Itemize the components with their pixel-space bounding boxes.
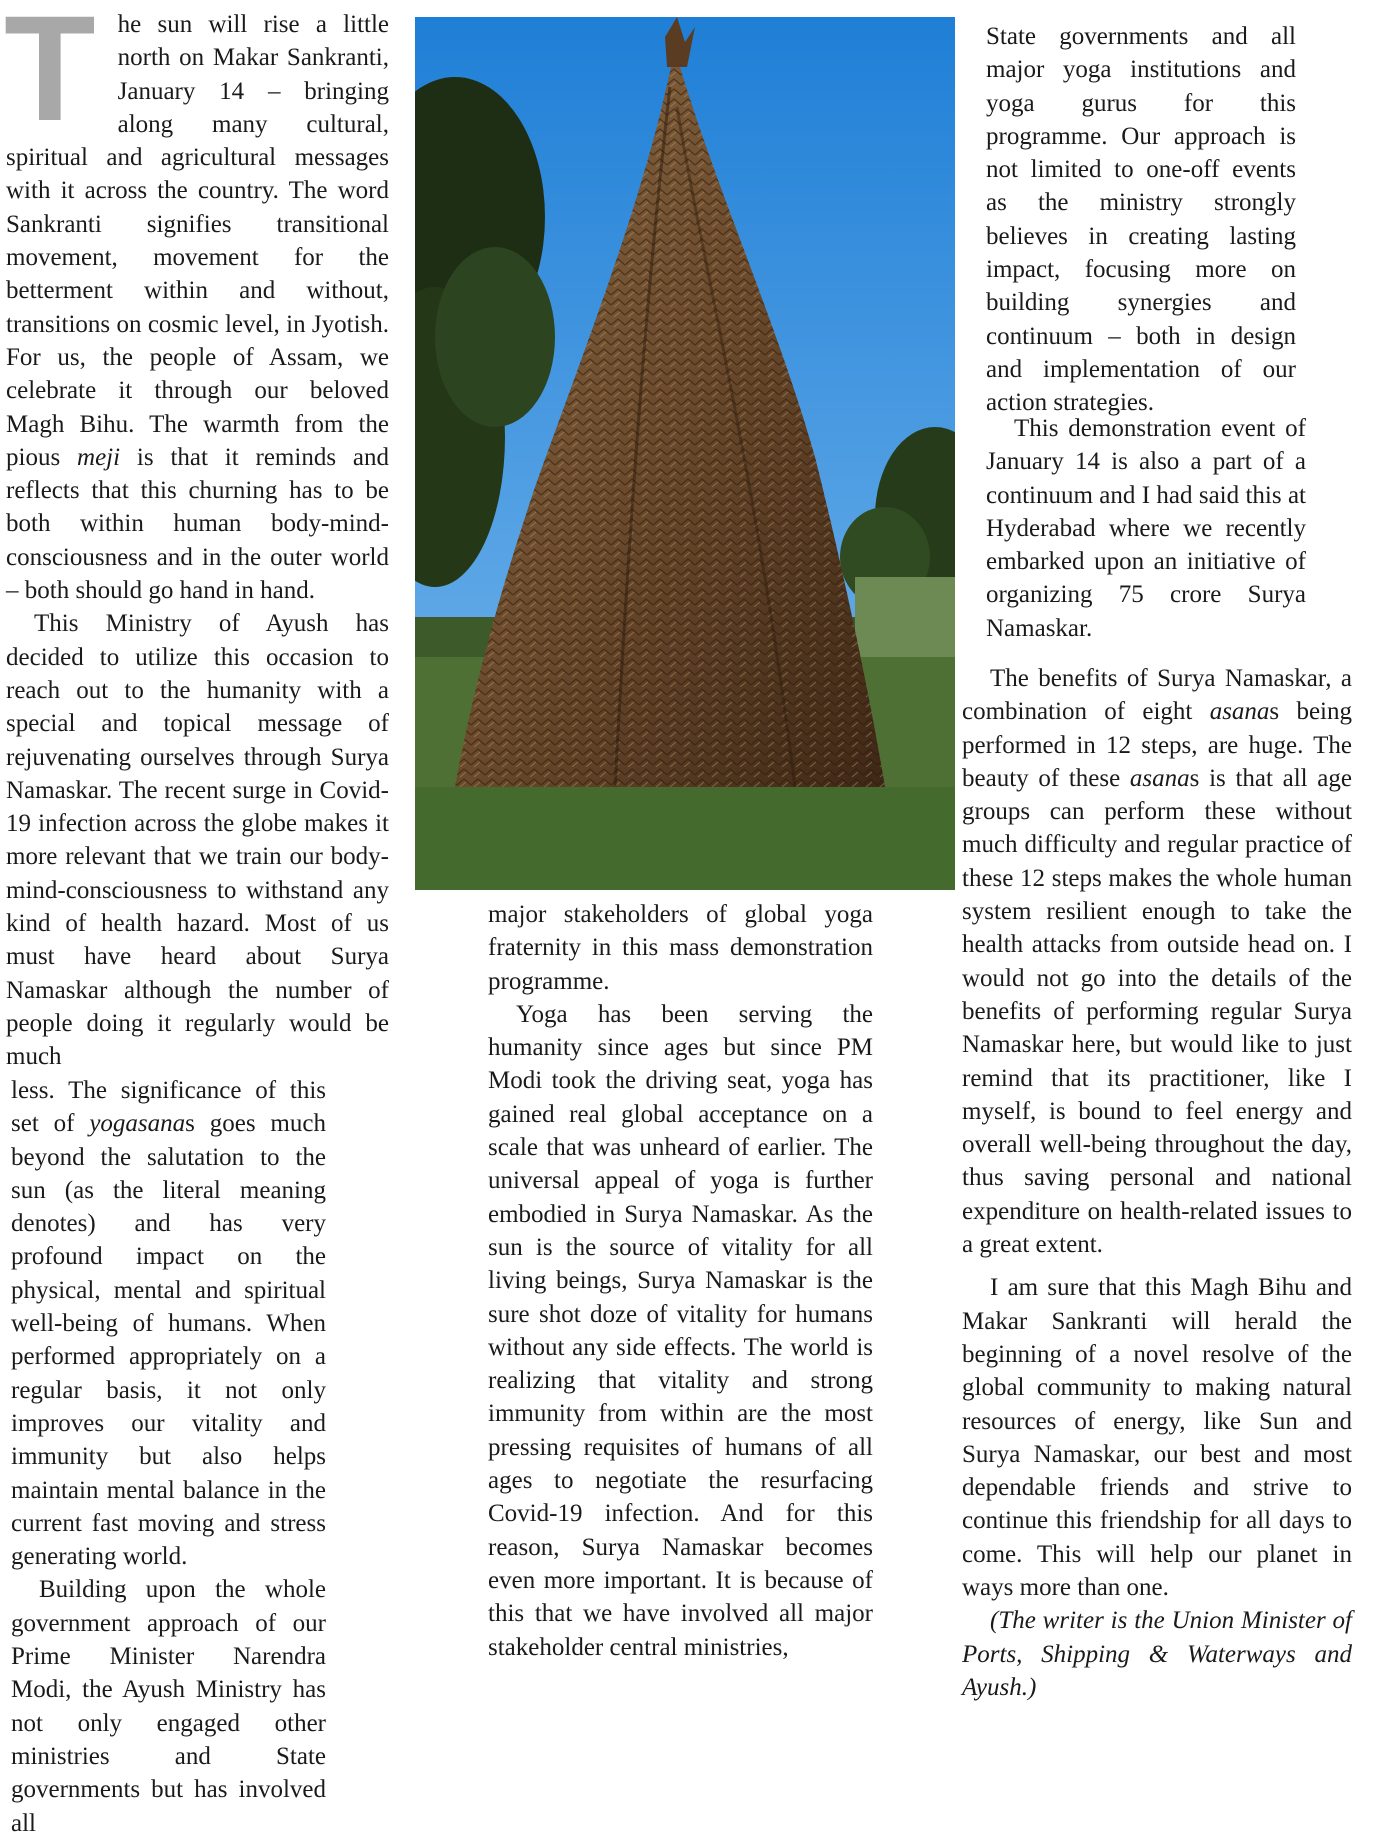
paragraph-5: This demonstration event of January 14 is also a part of a continuum and I had said this at Hyderabad where we recently embarked upon an initiative of organizing 75 crore Surya Namaskar. xyxy=(986,415,1306,642)
article-column-2 xyxy=(488,898,873,1664)
paragraph-1: The sun will rise a little north on Makar Sankranti, January 14 – bringing along many cultural, spiritual and agricultural messages with it across the country. The word Sankranti signifies transitional movement, movement for the betterment within and without, transitions on cosmic level, in Jyotish. For us, the people of Assam, we celebrate it through our beloved Magh Bihu. The warmth from the pious meji is that it reminds and reflects that this churning has to be both within human body-mind-consciousness and in the outer world – both should go hand in hand. xyxy=(4,0,389,605)
paragraph-6: The benefits of Surya Namaskar, a combination of eight asanas being performed in 12 steps, are huge. The beauty of these asanas is that all age groups can perform these without much difficulty and regular practice of these 12 steps makes the whole human system resilient enough to take the health attacks from outside head on. I would not go into the details of the benefits of performing regular Surya Namaskar here, but would like to just remind that its practitioner, like I myself, is bound to feel energy and overall well-being throughout the day, thus saving personal and national expenditure on health-related issues to a great extent. xyxy=(962,665,1352,1259)
paragraph-7: I am sure that this Magh Bihu and Makar Sankranti will herald the beginning of a novel resolve of the global community to making natural resources of energy, like Sun and Surya Namaskar, our best and most dependable friends and strive to continue this friendship for all days to come. This will help our planet in ways more than one. xyxy=(962,1274,1352,1602)
article-column-3-top xyxy=(986,20,1296,420)
meji-bonfire-image xyxy=(415,17,955,890)
paragraph-4-continued: State governments and all major yoga institutions and yoga gurus for this programme. Our approach is not limited to one-off events as the ministry strongly believes in creating lasting impact, focusing more on building synergies and continuum – both in design and implementation of our action strategies. xyxy=(986,23,1296,417)
paragraph-3: Building upon the whole government approach of our Prime Minister Narendra Modi, the Ayush Ministry has not only engaged other ministries and State governments but has involved all xyxy=(11,1576,326,1837)
author-credit: (The writer is the Union Minister of Ports, Shipping & Waterways and Ayush.) xyxy=(962,1607,1352,1701)
drop-cap: T xyxy=(4,0,96,152)
article-column-3 xyxy=(962,662,1352,1704)
article-column-1-lower xyxy=(11,1074,326,1840)
paragraph-3-continued: major stakeholders of global yoga fraternity in this mass demonstration programme. xyxy=(488,901,873,995)
article-column-3-middle xyxy=(986,412,1306,645)
paragraph-4: Yoga has been serving the humanity since ages but since PM Modi took the driving seat, yoga has gained real global acceptance on a scale that was unheard of earlier. The universal appeal of yoga is further embodied in Surya Namaskar. As the sun is the source of vitality for all living beings, Surya Namaskar is the sure shot doze of vitality for humans without any side effects. The world is realizing that vitality and strong immunity from within are the most pressing requisites of humans of all ages to negotiate the resurfacing Covid-19 infection. And for this reason, Surya Namaskar becomes even more important. It is because of this that we have involved all major stakeholder central ministries, xyxy=(488,1000,873,1661)
photo-illustration xyxy=(415,17,955,890)
paragraph-2: This Ministry of Ayush has decided to utilize this occasion to reach out to the humanity with a special and topical message of rejuvenating ourselves through Surya Namaskar. The recent surge in Covid-19 infection across the globe makes it more relevant that we train our body-mind-consciousness to withstand any kind of health hazard. Most of us must have heard about Surya Namaskar although the number of people doing it regularly would be much xyxy=(6,610,389,1071)
article-column-1 xyxy=(4,0,389,1074)
paragraph-2-continued: less. The significance of this set of yogasanas goes much beyond the salutation to the sun (as the literal meaning denotes) and has very profound impact on the physical, mental and spiritual well-being of humans. When performed appropriately on a regular basis, it not only improves our vitality and immunity but also helps maintain mental balance in the current fast moving and stress generating world. xyxy=(11,1077,326,1571)
